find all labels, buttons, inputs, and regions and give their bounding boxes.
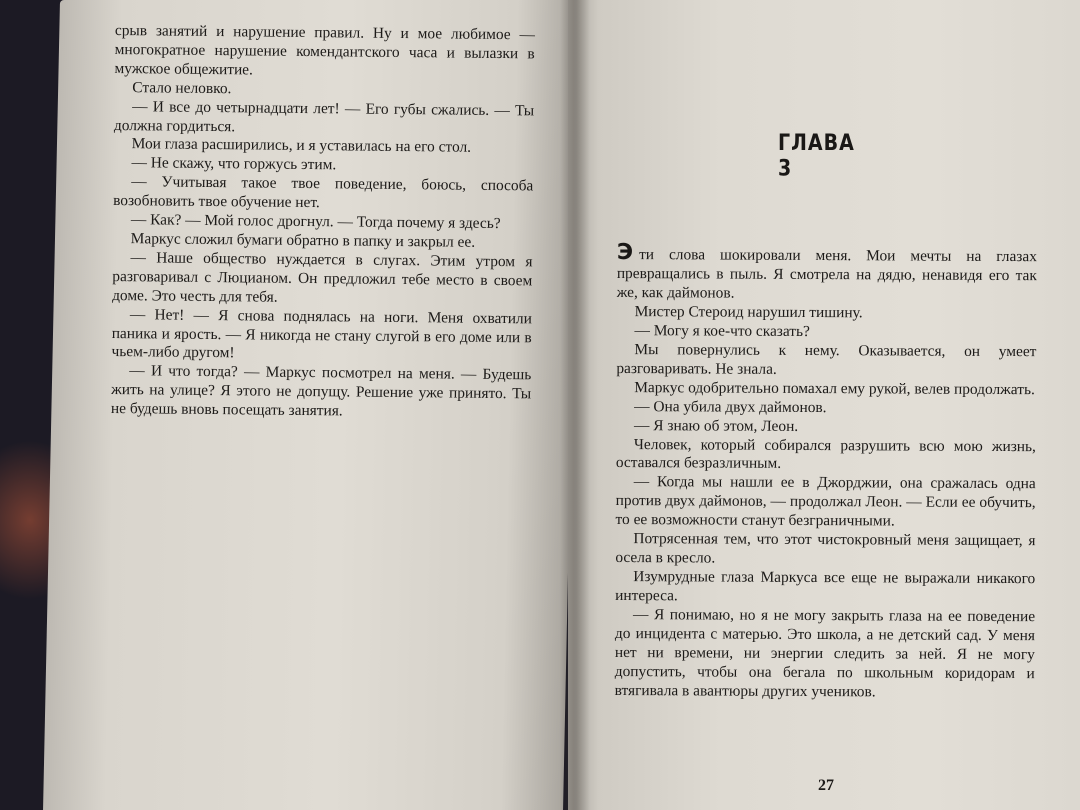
paragraph: — Могу я кое-что сказать?	[634, 321, 810, 340]
chapter-heading: ГЛАВА 3	[778, 130, 855, 182]
paragraph: Маркус сложил бумаги обратно в папку и закрыл ее.	[130, 230, 476, 251]
first-paragraph	[616, 240, 1037, 305]
paragraph: Человек, который собирался разрушить всю мою жизнь, оставался безразличным.	[615, 435, 1036, 473]
paragraph: Мои глаза расширились, и я уставилась на его стол.	[131, 135, 472, 157]
paragraph: — Я понимаю, но я не могу закрыть глаза на ее поведение до инцидента с матерью. Это школа, а не детский сад. У меня нет ни времени, ни энергии следить за ней. Я не могу допустить, чтобы она бегала по школьным коридорам и втягивала в авантюры других учеников.	[614, 606, 1036, 701]
first-paragraph-text: ти слова шокировали меня. Мои мечты на глазах превращались в пыль. Я смотрела на дядю, ненавидя его так же, как даймонов.	[616, 246, 1037, 302]
paragraph: — Не скажу, что горжусь этим.	[131, 154, 337, 174]
paragraph: — Когда мы нашли ее в Джорджии, она сражалась одна против двух даймонов, — продолжал Леон. — Если ее обучить, то ее возможности станут безграничными.	[615, 473, 1036, 530]
book-gutter	[560, 0, 590, 810]
paragraph: Мы повернулись к нему. Оказывается, он умеет разговаривать. Не знала.	[616, 340, 1037, 378]
paragraph: — Как? — Мой голос дрогнул. — Тогда почему я здесь?	[130, 211, 501, 233]
paragraph: Изумрудные глаза Маркуса все еще не выражали никакого интереса.	[615, 568, 1036, 605]
drop-cap: Э	[616, 240, 634, 266]
paragraph: срыв занятий и нарушение правил. Ну и мое любимое — многократное нарушение комендантского часа и вылазки в мужское общежитие.	[114, 22, 535, 79]
paragraph: Маркус одобрительно помахал ему рукой, велев продолжать.	[634, 378, 1035, 398]
paragraph: Потрясенная тем, что этот чистокровный меня защищает, я осела в кресло.	[615, 530, 1036, 567]
paragraph: — И все до четырнадцати лет! — Его губы сжались. — Ты должна гордиться.	[113, 97, 535, 135]
paragraph: — Я знаю об этом, Леон.	[634, 416, 799, 435]
paragraph: — Наше общество нуждается в слугах. Этим утром я разговаривал с Люцианом. Он предложил тебе место в своем доме. Это честь для тебя.	[112, 249, 533, 306]
right-page-text	[614, 240, 1037, 703]
paragraph: — Она убила двух даймонов.	[634, 397, 827, 416]
paragraph: — И что тогда? — Маркус посмотрел на меня. — Будешь жить на улице? Я этого не допущу. Решение уже принято. Ты не будешь вновь посещать занятия.	[110, 362, 532, 420]
paragraph: Стало неловко.	[132, 78, 232, 97]
left-page-text	[111, 22, 535, 423]
paragraph: Мистер Стероид нарушил тишину.	[634, 302, 863, 322]
paragraph: — Учитывая такое твое поведение, боюсь, способа возобновить твое обучение нет.	[113, 173, 534, 212]
page-number: 27	[818, 777, 834, 794]
paragraph: — Нет! — Я снова поднялась на ноги. Меня охватили паника и ярость. — Я никогда не стану слугой в его доме или в чьем-либо другом!	[111, 305, 533, 362]
